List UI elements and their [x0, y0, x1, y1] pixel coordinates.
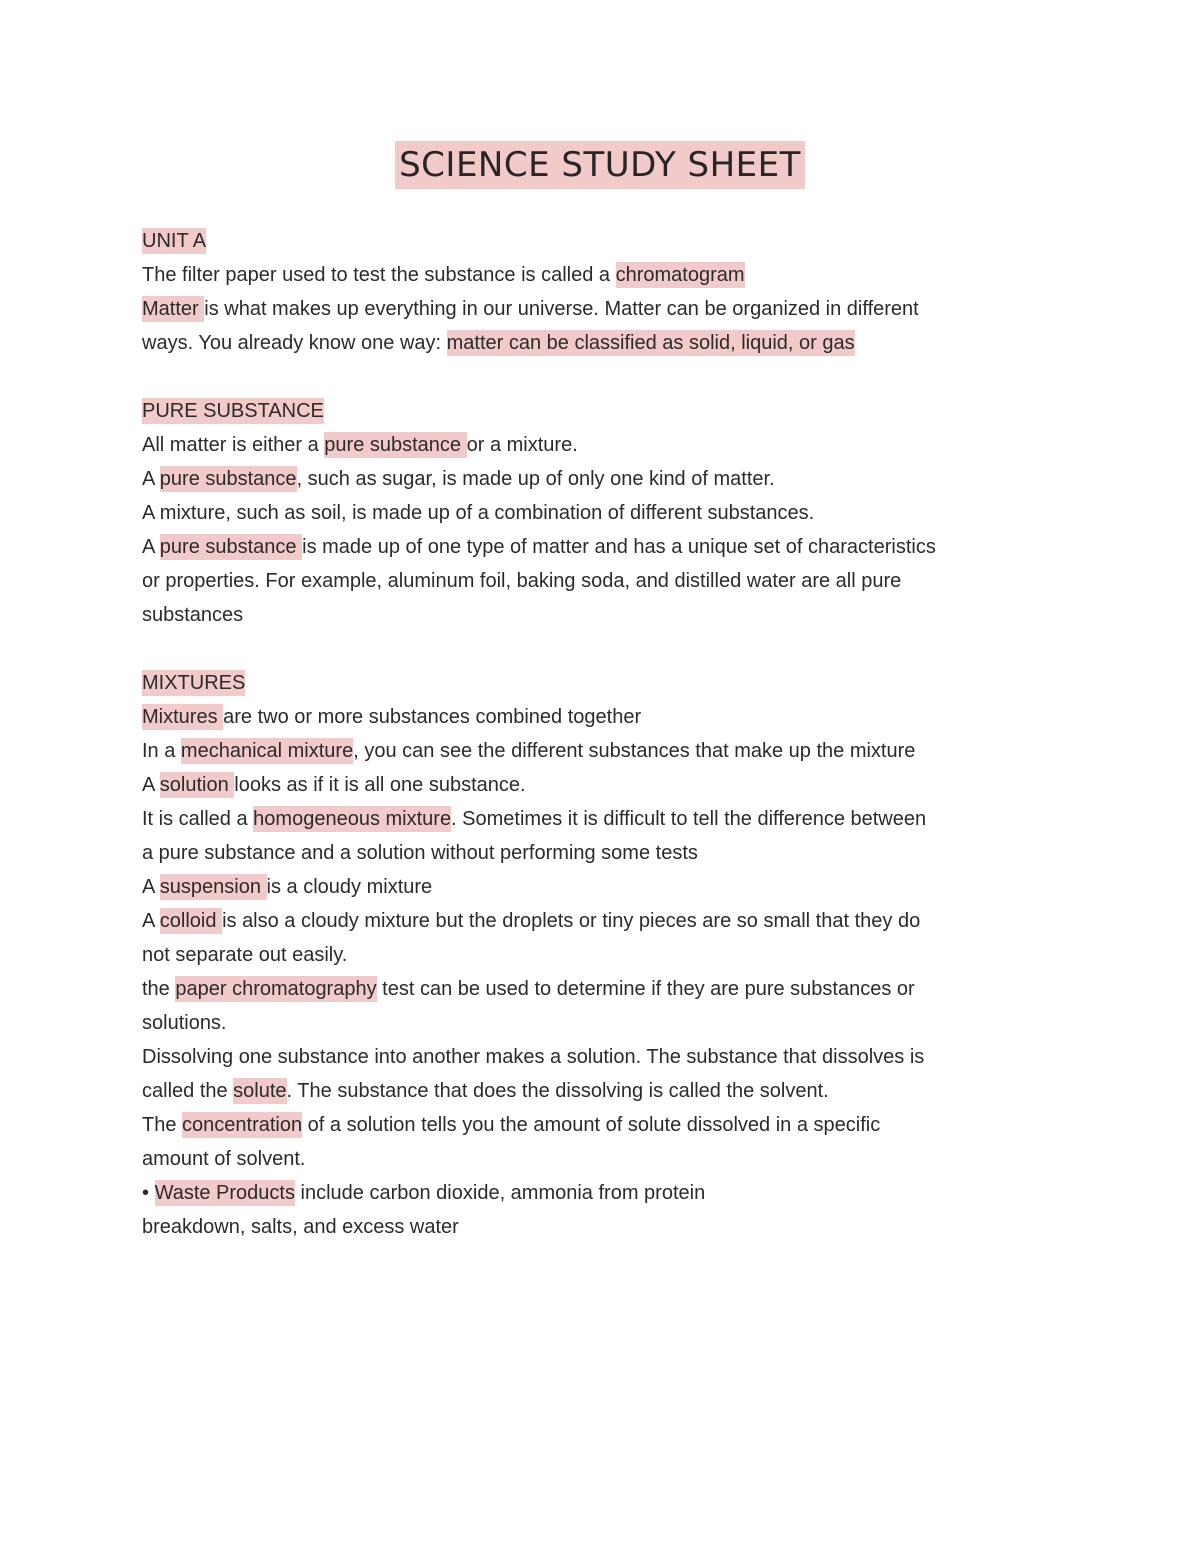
text-line — [142, 326, 1072, 360]
text-span: A — [142, 910, 160, 932]
text-line — [142, 870, 1072, 904]
text-line — [142, 1006, 1072, 1040]
text-span: ways. You already know one way: — [142, 332, 447, 354]
text-line — [142, 802, 1072, 836]
highlight-term: Waste Products — [154, 1182, 295, 1204]
text-span: are two or more substances combined together — [223, 706, 642, 728]
text-span: of a solution tells you the amount of solute dissolved in a specific — [302, 1114, 881, 1136]
text-line — [142, 258, 1072, 292]
text-line — [142, 292, 1072, 326]
highlight-term: paper chromatography — [175, 978, 377, 1000]
section-gap — [142, 360, 1072, 394]
page-title: SCIENCE STUDY SHEET — [395, 141, 805, 189]
text-span: breakdown, salts, and excess water — [142, 1216, 459, 1238]
highlight-term: Mixtures — [142, 706, 224, 728]
highlight-term: matter can be classified as solid, liquid, or gas — [446, 332, 855, 354]
highlight-term: solution — [159, 774, 235, 796]
mixtures-heading-line — [142, 666, 1072, 700]
text-line — [142, 1074, 1072, 1108]
text-span: All matter is either a — [142, 434, 325, 456]
text-span: or properties. For example, aluminum foil, baking soda, and distilled water are all pure — [142, 570, 902, 592]
text-line — [142, 598, 1072, 632]
text-span: is what makes up everything in our universe. Matter can be organized in different — [204, 298, 919, 320]
text-line — [142, 1108, 1072, 1142]
text-line — [142, 972, 1072, 1006]
text-line — [142, 938, 1072, 972]
bullet-glyph: • — [142, 1182, 155, 1204]
text-span: amount of solvent. — [142, 1148, 306, 1170]
unit-a-heading-line — [142, 224, 1072, 258]
highlight-term: solute — [233, 1080, 287, 1102]
text-span: The filter paper used to test the substance is called a — [142, 264, 616, 286]
text-line — [142, 734, 1072, 768]
text-line — [142, 1176, 1072, 1210]
highlight-term: chromatogram — [615, 264, 745, 286]
text-span: is also a cloudy mixture but the droplets or tiny pieces are so small that they do — [222, 910, 921, 932]
text-line — [142, 496, 1072, 530]
text-span: the — [142, 978, 176, 1000]
text-span: test can be used to determine if they are pure substances or — [376, 978, 915, 1000]
text-span: is a cloudy mixture — [266, 876, 433, 898]
highlight-term: pure substance — [324, 434, 467, 456]
unit-a-heading: UNIT A — [142, 230, 207, 252]
text-span: The — [142, 1114, 183, 1136]
text-span: A — [142, 876, 160, 898]
document-body — [142, 224, 1072, 1244]
text-span: . Sometimes it is difficult to tell the difference between — [451, 808, 927, 830]
pure-substance-heading: PURE SUBSTANCE — [142, 400, 324, 422]
highlight-term: colloid — [159, 910, 223, 932]
text-span: Dissolving one substance into another makes a solution. The substance that dissolves is — [142, 1046, 925, 1068]
text-span: called the — [142, 1080, 234, 1102]
text-span: , you can see the different substances that make up the mixture — [353, 740, 916, 762]
text-span: A — [142, 774, 160, 796]
text-line — [142, 700, 1072, 734]
text-span: a pure substance and a solution without performing some tests — [142, 842, 698, 864]
text-span: In a — [142, 740, 181, 762]
highlight-term: homogeneous mixture — [253, 808, 452, 830]
highlight-term: pure substance — [159, 468, 297, 490]
text-span: It is called a — [142, 808, 254, 830]
text-line — [142, 1040, 1072, 1074]
text-line — [142, 564, 1072, 598]
text-span: is made up of one type of matter and has a unique set of characteristics — [302, 536, 936, 558]
text-line — [142, 904, 1072, 938]
text-span: substances — [142, 604, 244, 626]
text-line — [142, 1142, 1072, 1176]
text-span: . The substance that does the dissolving is called the solvent. — [286, 1080, 829, 1102]
highlight-term: pure substance — [159, 536, 303, 558]
highlight-term: mechanical mixture — [180, 740, 354, 762]
highlight-term: suspension — [159, 876, 267, 898]
text-line — [142, 530, 1072, 564]
text-span: A — [142, 536, 160, 558]
title-wrapper — [0, 141, 1200, 189]
text-span: A mixture, such as soil, is made up of a combination of different substances. — [142, 502, 815, 524]
text-span: or a mixture. — [466, 434, 578, 456]
text-span: include carbon dioxide, ammonia from protein — [294, 1182, 706, 1204]
text-line — [142, 836, 1072, 870]
text-line — [142, 768, 1072, 802]
text-span: not separate out easily. — [142, 944, 348, 966]
text-line — [142, 1210, 1072, 1244]
highlight-term: concentration — [182, 1114, 303, 1136]
pure-substance-heading-line — [142, 394, 1072, 428]
text-line — [142, 462, 1072, 496]
text-span: A — [142, 468, 160, 490]
text-span: , such as sugar, is made up of only one kind of matter. — [296, 468, 775, 490]
mixtures-heading: MIXTURES — [142, 672, 246, 694]
section-gap — [142, 632, 1072, 666]
highlight-term: Matter — [142, 298, 205, 320]
text-line — [142, 428, 1072, 462]
text-span: solutions. — [142, 1012, 227, 1034]
text-span: looks as if it is all one substance. — [234, 774, 526, 796]
